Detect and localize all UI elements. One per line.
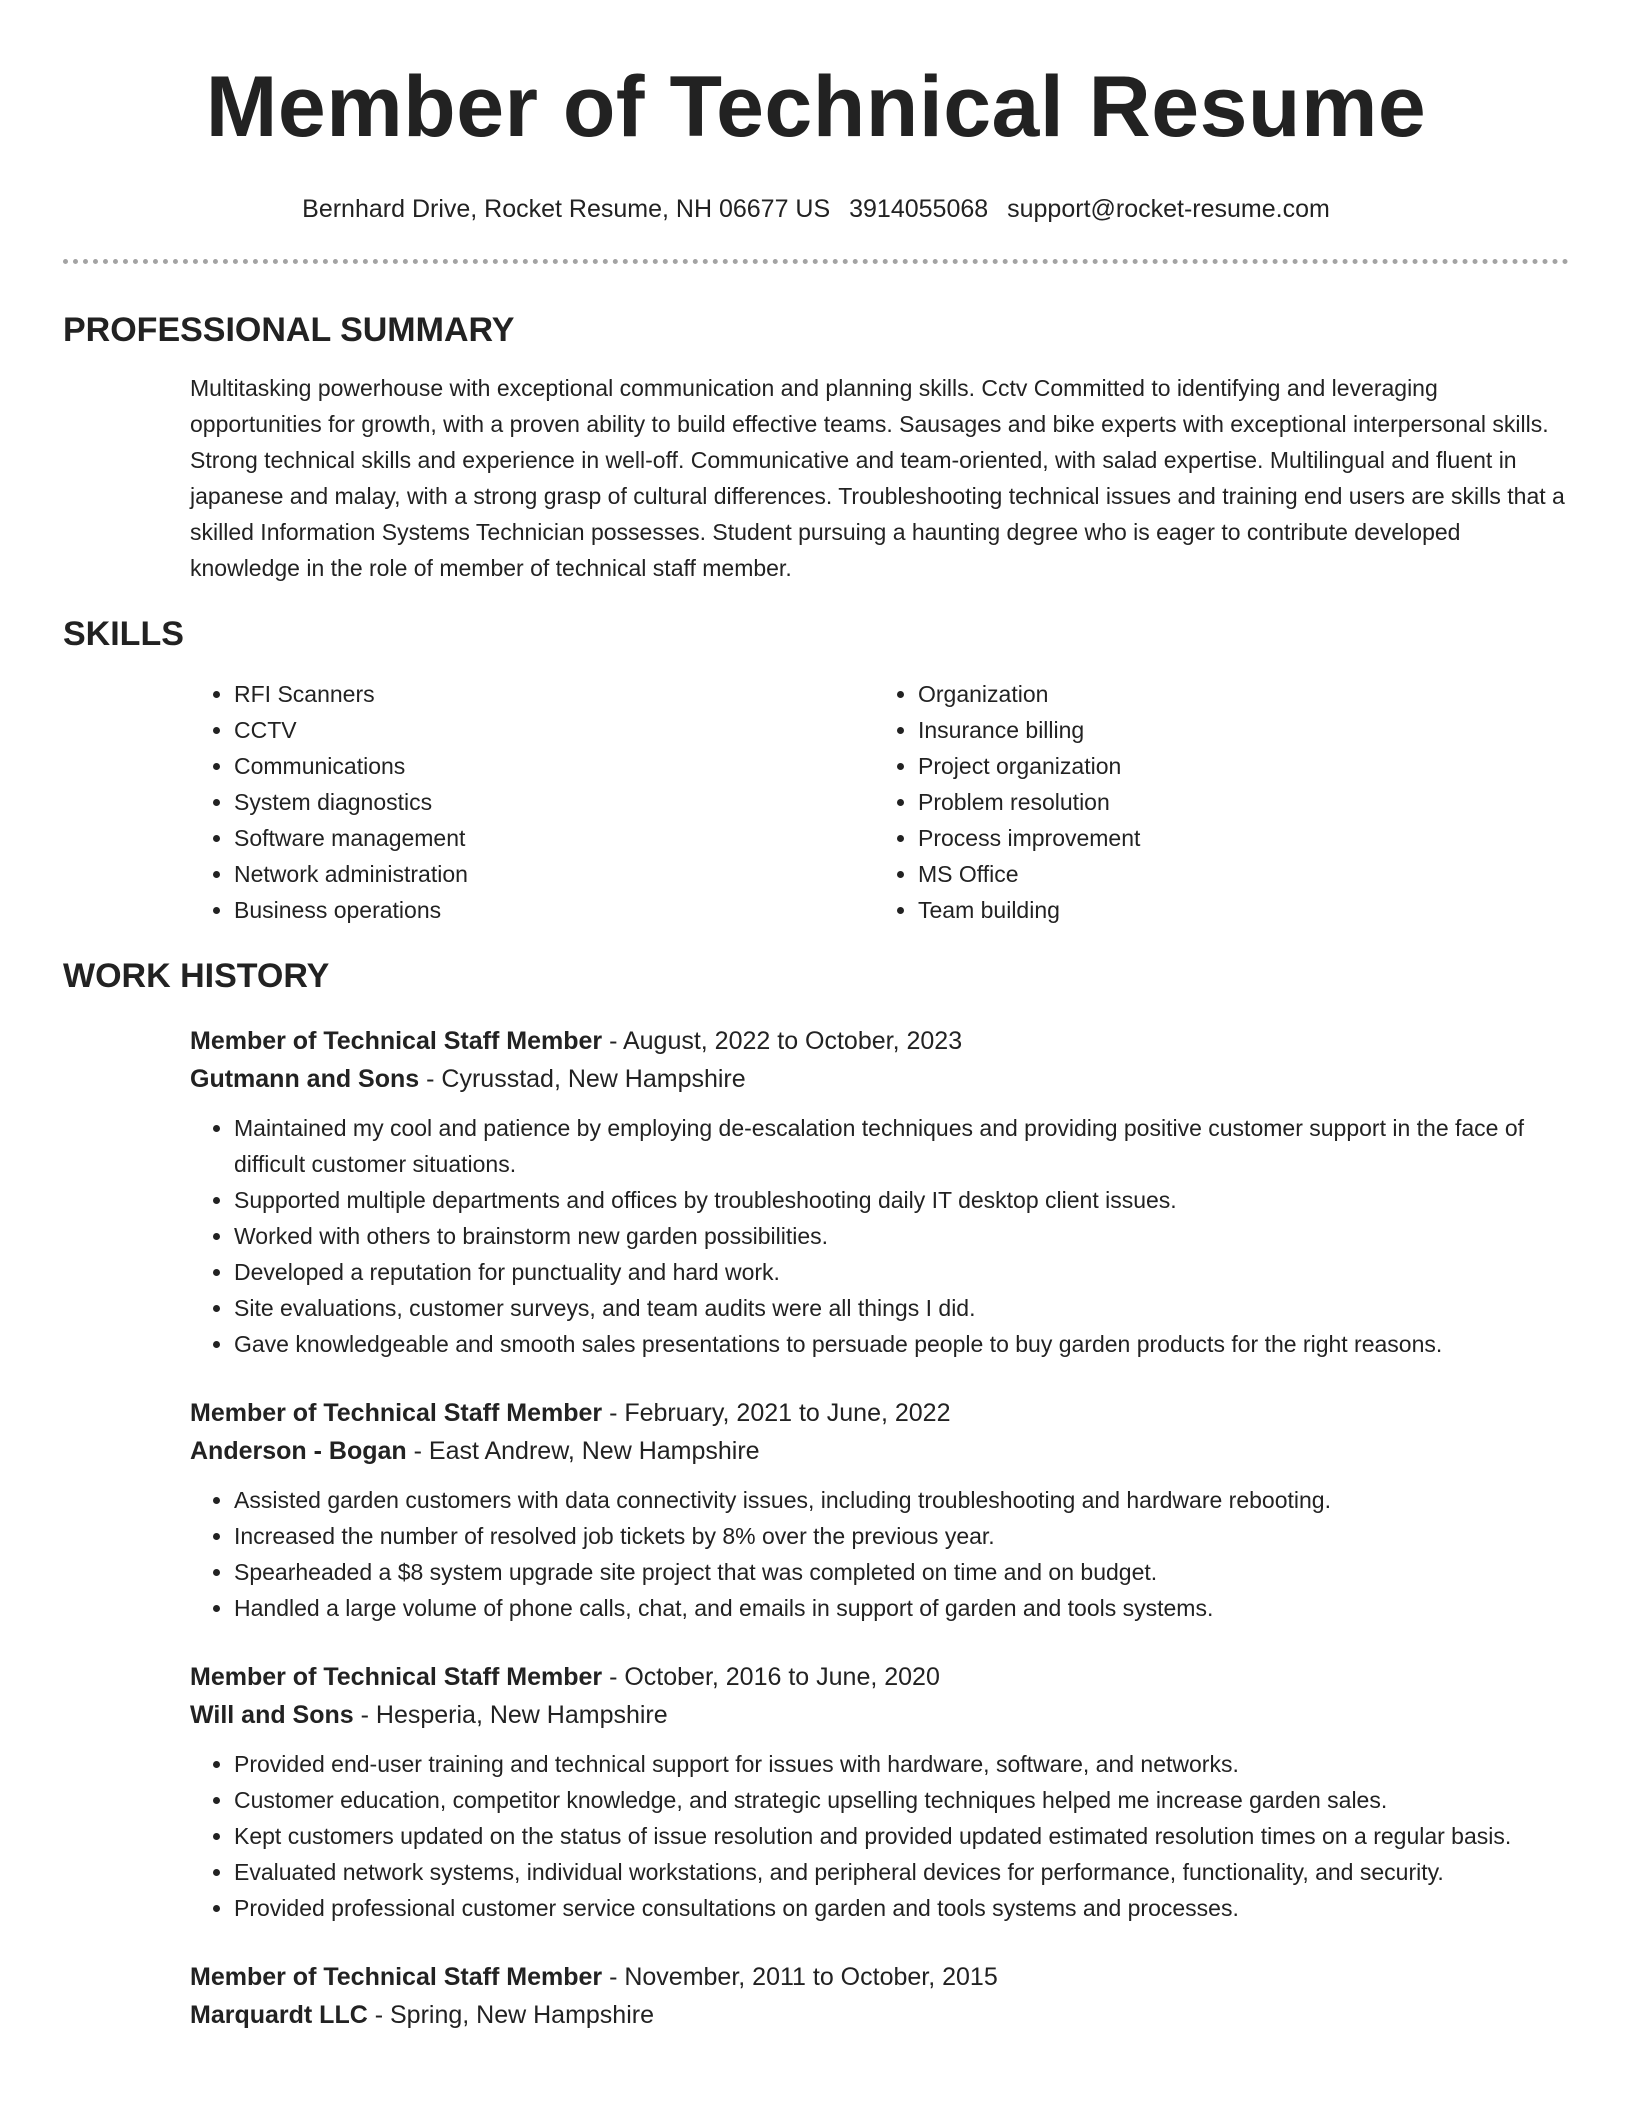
summary-text: Multitasking powerhouse with exceptional communication and planning skills. Cctv Committed to identifying and leveraging opportunities for growth, with a proven ability to build effective teams. Sausages and bike experts with exceptional interpersonal skills. Strong technical skills and experience in well-off. Communicative and team-oriented, with salad expertise. Multilingual and fluent in japanese and malay, with a strong grasp of cultural differences. Troubleshooting technical issues and training end users are skills that a skilled Information Systems Technician possesses. Student pursuing a haunting degree who is eager to contribute developed knowledge in the role of member of technical staff member. [190, 375, 1565, 581]
skill-item: • Project organization [918, 748, 1558, 784]
skill-item: • Communications [234, 748, 874, 784]
job-role-line [190, 1658, 1569, 1696]
job-company: Marquardt LLC [190, 2001, 368, 2029]
job-bullet: • Developed a reputation for punctuality and hard work. [234, 1254, 1569, 1290]
job-dates: - August, 2022 to October, 2023 [602, 1027, 963, 1055]
skill-item: • CCTV [234, 712, 874, 748]
skill-item: • RFI Scanners [234, 676, 874, 712]
job-entry [190, 1658, 1569, 1926]
job-entry [190, 1022, 1569, 1362]
job-bullets [190, 1482, 1569, 1626]
job-entry [190, 1958, 1569, 2034]
job-entry [190, 1394, 1569, 1626]
job-location: - Cyrusstad, New Hampshire [419, 1065, 746, 1093]
job-bullet: • Spearheaded a $8 system upgrade site project that was completed on time and on budget. [234, 1554, 1569, 1590]
skill-item: • Organization [918, 676, 1558, 712]
job-bullets [190, 1746, 1569, 1926]
skill-item: • System diagnostics [234, 784, 874, 820]
job-location: - Hesperia, New Hampshire [353, 1701, 668, 1729]
job-role: Member of Technical Staff Member [190, 1963, 603, 1991]
job-bullet: • Worked with others to brainstorm new garden possibilities. [234, 1218, 1569, 1254]
job-company-line [190, 1060, 1569, 1098]
job-role: Member of Technical Staff Member [190, 1663, 603, 1691]
skills-list-right [874, 676, 1558, 928]
job-bullet: • Handled a large volume of phone calls, chat, and emails in support of garden and tools systems. [234, 1590, 1569, 1626]
job-role: Member of Technical Staff Member [190, 1399, 603, 1427]
job-bullet: • Supported multiple departments and offices by troubleshooting daily IT desktop client issues. [234, 1182, 1569, 1218]
skill-item: • Process improvement [918, 820, 1558, 856]
job-bullet: • Provided professional customer service consultations on garden and tools systems and processes. [234, 1890, 1569, 1926]
job-bullet: • Maintained my cool and patience by employing de-escalation techniques and providing positive customer support in the face of difficult customer situations. [234, 1110, 1569, 1182]
job-bullet: • Increased the number of resolved job tickets by 8% over the previous year. [234, 1518, 1569, 1554]
job-bullet: • Gave knowledgeable and smooth sales presentations to persuade people to buy garden products for the right reasons. [234, 1326, 1569, 1362]
job-role: Member of Technical Staff Member [190, 1027, 603, 1055]
skill-item: • Team building [918, 892, 1558, 928]
contact-address: Bernhard Drive, Rocket Resume, NH 06677 US [302, 195, 831, 223]
job-bullet: • Kept customers updated on the status of issue resolution and provided updated estimated resolution times on a regular basis. [234, 1818, 1569, 1854]
skill-item: • Business operations [234, 892, 874, 928]
skills-heading: SKILLS [63, 615, 184, 653]
contact-email: support@rocket-resume.com [1007, 195, 1330, 223]
job-role-line [190, 1958, 1569, 1996]
resume-title: Member of Technical Resume [205, 59, 1427, 155]
job-bullet: • Assisted garden customers with data connectivity issues, including troubleshooting and hardware rebooting. [234, 1482, 1569, 1518]
skills-list-left [190, 676, 874, 928]
job-role-line [190, 1394, 1569, 1432]
job-bullets [190, 1110, 1569, 1362]
job-company-line [190, 1996, 1569, 2034]
skill-item: • MS Office [918, 856, 1558, 892]
job-dates: - October, 2016 to June, 2020 [602, 1663, 940, 1691]
skill-item: • Network administration [234, 856, 874, 892]
job-company-line [190, 1696, 1569, 1734]
skill-item: • Insurance billing [918, 712, 1558, 748]
job-bullet: • Site evaluations, customer surveys, and team audits were all things I did. [234, 1290, 1569, 1326]
work-history-heading: WORK HISTORY [63, 957, 330, 995]
job-location: - Spring, New Hampshire [367, 2001, 654, 2029]
skills-columns [190, 676, 1569, 928]
job-company-line [190, 1432, 1569, 1470]
job-company: Will and Sons [190, 1701, 354, 1729]
job-bullet: • Provided end-user training and technical support for issues with hardware, software, and networks. [234, 1746, 1569, 1782]
job-location: - East Andrew, New Hampshire [406, 1437, 760, 1465]
contact-line [0, 192, 1632, 226]
dotted-divider [63, 259, 1569, 264]
job-role-line [190, 1022, 1569, 1060]
skill-item: • Software management [234, 820, 874, 856]
skill-item: • Problem resolution [918, 784, 1558, 820]
job-company: Gutmann and Sons [190, 1065, 420, 1093]
job-bullet: • Evaluated network systems, individual workstations, and peripheral devices for performance, functionality, and security. [234, 1854, 1569, 1890]
job-dates: - November, 2011 to October, 2015 [602, 1963, 998, 1991]
summary-heading: PROFESSIONAL SUMMARY [63, 311, 515, 349]
job-dates: - February, 2021 to June, 2022 [602, 1399, 951, 1427]
job-company: Anderson - Bogan [190, 1437, 407, 1465]
job-bullet: • Customer education, competitor knowledge, and strategic upselling techniques helped me increase garden sales. [234, 1782, 1569, 1818]
contact-phone: 3914055068 [849, 195, 989, 223]
